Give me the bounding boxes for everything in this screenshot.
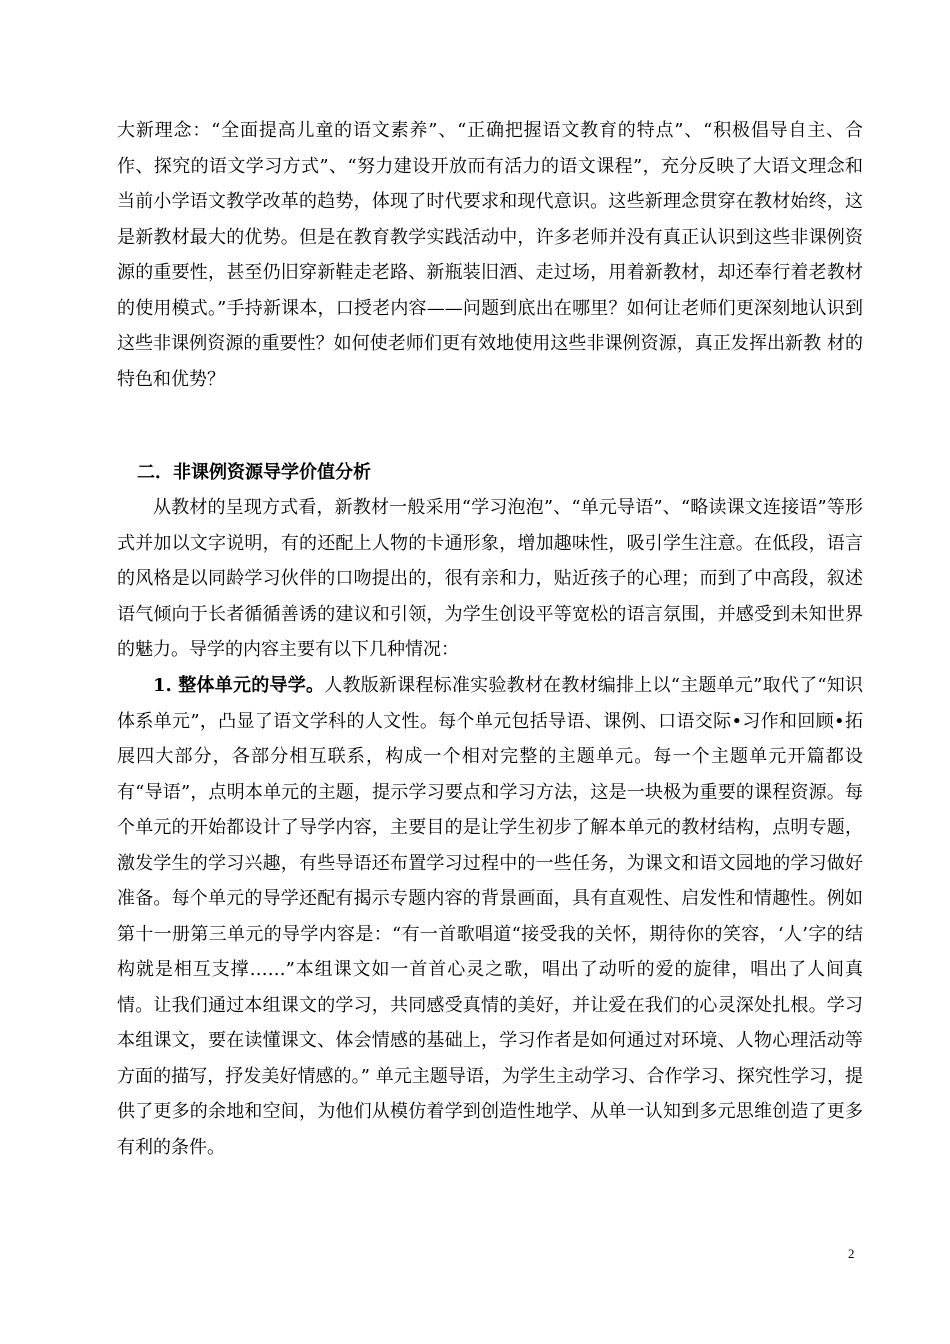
section-heading: 二．非课例资源导学价值分析 (137, 462, 371, 483)
paragraph-body: 人教版新课程标准实验教材在教材编排上以“主题单元”取代了“知识体系单元”，凸显了语文学科的人文性。每个单元包括导语、课例、口语交际•习作和回顾•拓展四大部分，各部分相互联系，构成一个相对完整的主题单元。每一个主题单元开篇都设有“导语”，点明本单元的主题，提示学习要点和学习方法，这是一块极为重要的课程资源。每个单元的开始都设计了导学内容，主要目的是让学生初步了解本单元的教材结构，点明专题，激发学生的学习兴趣，有些导语还布置学习过程中的一些任务，为课文和语文园地的学习做好准备。每个单元的导学还配有揭示专题内容的背景画面，具有直观性、启发性和情趣性。例如第十一册第三单元的导学内容是：“有一首歌唱道“接受我的关怀，期待你的笑容，‘人’字的结构就是相互支撑……”本组课文如一首首心灵之歌，唱出了动听的爱的旋律，唱出了人间真情。让我们通过本组课文的学习，共同感受真情的美好，并让爱在我们的心灵深处扎根。学习本组课文，要在读懂课文、体会情感的基础上，学习作者是如何通过对环境、人物心理活动等方面的描写，抒发美好情感的。” 单元主题导语，为学生主动学习、合作学习、探究性学习，提供了更多的余地和空间，为他们从模仿着学到创造性地学、从单一认知到多元思维创造了更多有利的条件。 (117, 675, 863, 1158)
paragraph-lead: 1. 整体单元的导学。 (153, 675, 325, 696)
paragraph-presentation: 从教材的呈现方式看，新教材一般采用“学习泡泡”、“单元导语”、“略读课文连接语”等形式并加以文字说明，有的还配上人物的卡通形象，增加趣味性，吸引学生注意。在低段，语言的风格是以同龄学习伙伴的口吻提出的，很有亲和力，贴近孩子的心理；而到了中高段，叙述语气倾向于长者循循善诱的建议和引领，为学生创设平等宽松的语言氛围，并感受到未知世界的魅力。导学的内容主要有以下几种情况： (117, 497, 863, 660)
paragraph-intro: 大新理念：“全面提高儿童的语文素养”、“正确把握语文教育的特点”、“积极倡导自主、合作、探究的语文学习方式”、“努力建设开放而有活力的语文课程”，充分反映了大语文理念和当前小学语文教学改革的趋势，体现了时代要求和现代意识。这些新理念贯穿在教材始终，这是新教材最大的优势。但是在教育教学实践活动中，许多老师并没有真正认识到这些非课例资源的重要性，甚至仍旧穿新鞋走老路、新瓶装旧酒、走过场，用着新教材，却还奉行着老教材的使用模式。”手持新课本，口授老内容——问题到底出在哪里？如何让老师们更深刻地认识到这些非课例资源的重要性？如何使老师们更有效地使用这些非课例资源，真正发挥出新教 材的特色和优势？ (117, 120, 863, 390)
paragraph-unit-guide (117, 668, 863, 1165)
page-number: 2 (848, 1246, 855, 1261)
